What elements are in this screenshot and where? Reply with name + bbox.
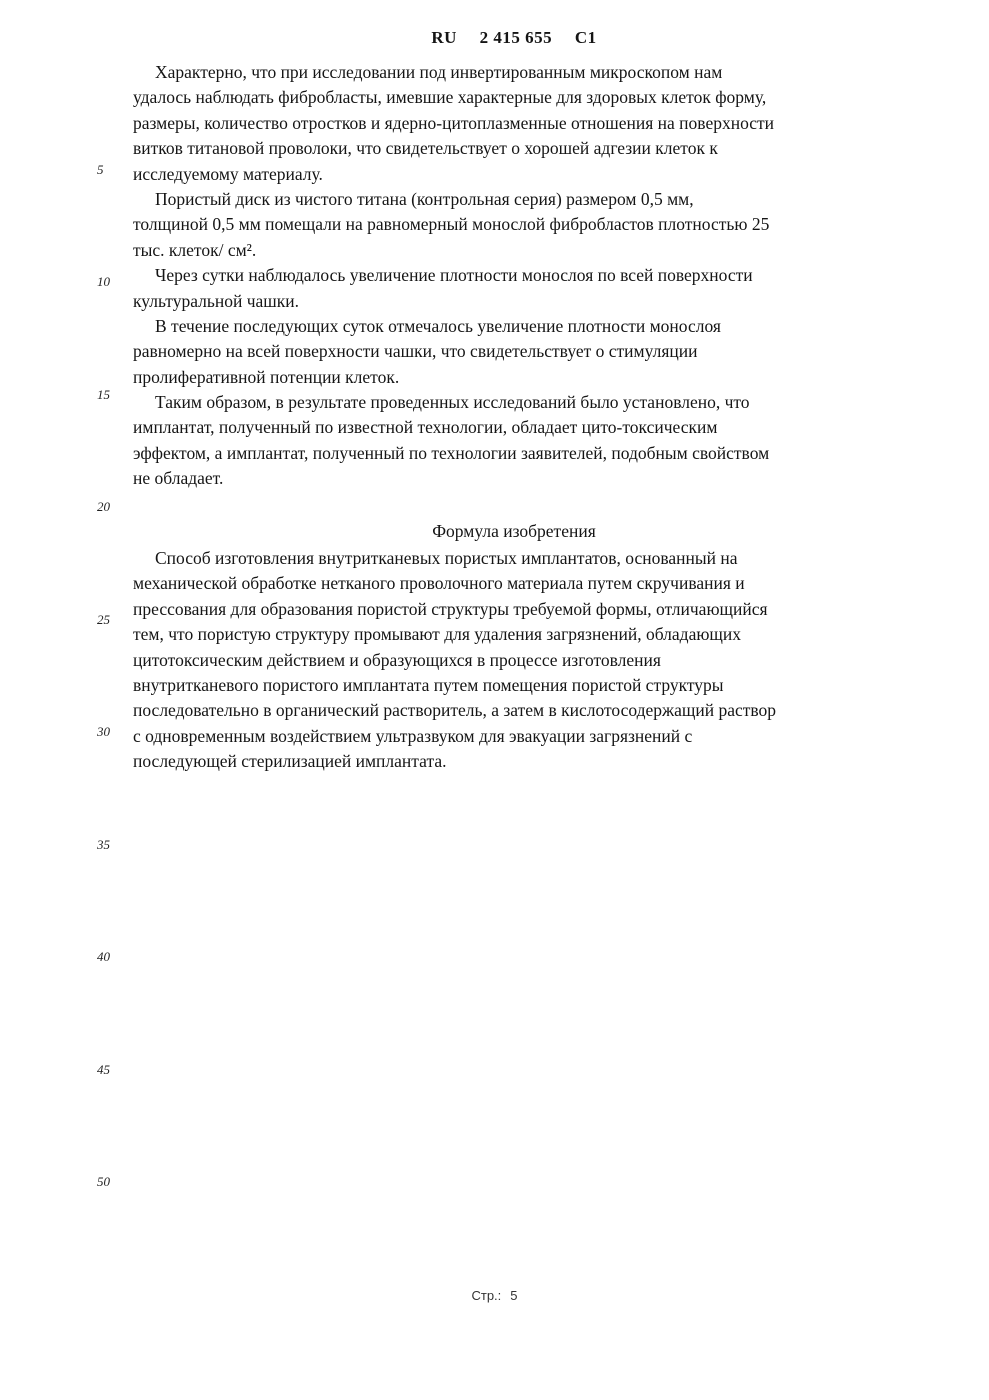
paragraph-line: пролиферативной потенции клеток. [133, 366, 400, 387]
line-number: 15 [97, 386, 110, 402]
line-number: 40 [97, 949, 110, 965]
paragraph-line: Характерно, что при исследовании под инвертированным микроскопом нам [155, 62, 723, 82]
country-code: RU [431, 28, 457, 47]
line-number: 25 [97, 611, 110, 627]
line-number: 35 [97, 836, 110, 852]
paragraph-line: тем, что пористую структуру промывают для удаления загрязнений, обладающих [133, 624, 741, 645]
paragraph-line: тыс. клеток/ см². [133, 239, 257, 260]
paragraph-line: прессования для образования пористой структуры требуемой формы, отличающийся [133, 598, 768, 619]
paragraph [133, 187, 895, 263]
patent-number-header [133, 28, 895, 48]
claims-heading: Формула изобретения [432, 520, 596, 541]
paragraph [133, 263, 895, 314]
paragraph-line: толщиной 0,5 мм помещали на равномерный монослой фибробластов плотностью 25 [133, 214, 770, 235]
paragraph-line: Таким образом, в результате проведенных исследований было установлено, что [155, 392, 750, 413]
publication-number: 2 415 655 [479, 28, 553, 47]
paragraph-line: последовательно в органический растворитель, а затем в кислотосодержащий раствор [133, 700, 777, 721]
paragraph [133, 60, 895, 187]
line-number: 5 [97, 162, 104, 177]
paragraph-line: Через сутки наблюдалось увеличение плотности монослоя по всей поверхности [155, 265, 753, 286]
page-number: 5 [510, 1288, 518, 1303]
line-number: 20 [97, 499, 110, 515]
paragraph-line: с одновременным воздействием ультразвуком для эвакуации загрязнений с [133, 725, 693, 746]
kind-code: C1 [574, 28, 597, 47]
paragraph-line: цитотоксическим действием и образующихся в процессе изготовления [133, 649, 661, 670]
paragraph-line: размеры, количество отростков и ядерно-цитоплазменные отношения на поверхности [133, 112, 775, 133]
paragraph-line: имплантат, полученный по известной технологии, обладает цито-токсическим [133, 417, 718, 438]
page-number-footer [0, 1288, 989, 1303]
line-number: 10 [97, 274, 110, 290]
line-number: 45 [97, 1061, 110, 1077]
paragraph-line: не обладает. [133, 468, 224, 489]
line-number: 30 [97, 724, 110, 740]
paragraph [133, 546, 895, 775]
paragraph-line: механической обработке нетканого проволочного материала путем скручивания и [133, 573, 745, 594]
paragraph-line: внутритканевого пористого имплантата путем помещения пористой структуры [133, 674, 724, 695]
paragraph-line: Способ изготовления внутритканевых пористых имплантатов, основанный на [155, 548, 738, 569]
paragraph [133, 314, 895, 390]
paragraph-line: витков титановой проволоки, что свидетельствует о хорошей адгезии клеток к [133, 138, 718, 159]
paragraph [133, 390, 895, 492]
paragraph-line: эффектом, а имплантат, полученный по технологии заявителей, подобным свойством [133, 442, 770, 463]
paragraph-line: В течение последующих суток отмечалось увеличение плотности монослоя [155, 315, 721, 336]
document-body [133, 60, 895, 775]
paragraph-line: культуральной чашки. [133, 290, 299, 311]
paragraph-line: равномерно на всей поверхности чашки, что свидетельствует о стимуляции [133, 341, 698, 362]
page-label: Стр.: [471, 1288, 502, 1303]
paragraph-line: удалось наблюдать фибробласты, имевшие характерные для здоровых клеток форму, [133, 87, 767, 108]
paragraph-line: Пористый диск из чистого титана (контрольная серия) размером 0,5 мм, [155, 188, 694, 209]
paragraph-line: исследуемому материалу. [133, 163, 323, 184]
paragraph-line: последующей стерилизацией имплантата. [133, 751, 447, 772]
line-number: 50 [97, 1174, 110, 1190]
